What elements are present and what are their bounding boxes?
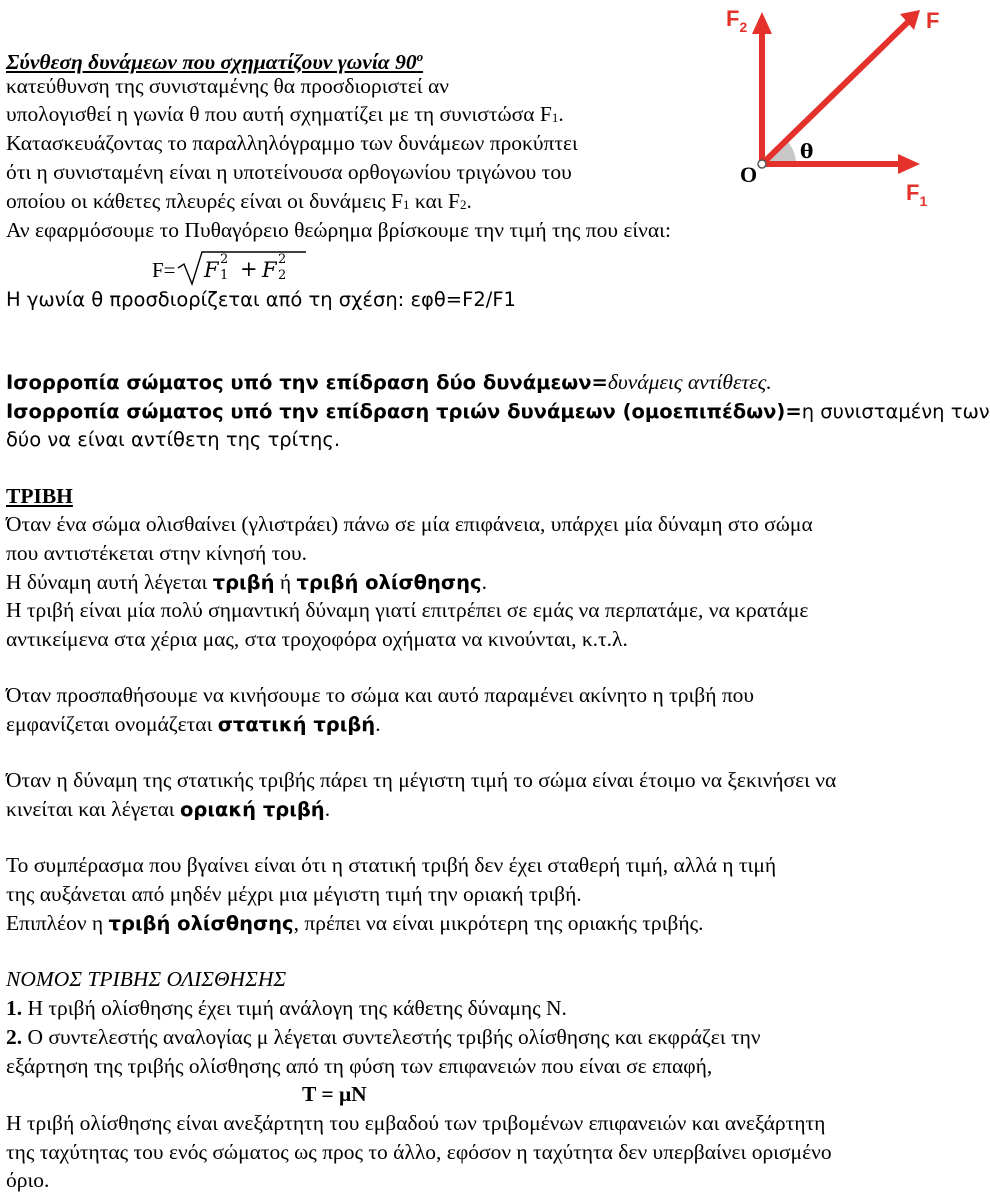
text-line: Η γωνία θ προσδιορίζεται από τη σχέση: εφθ=F2/F1 (6, 288, 516, 311)
label-f2: $F_2$ (726, 6, 748, 35)
text-line: Αν εφαρμόσουμε το Πυθαγόρειο θεώρημα βρίσκουμε την τιμή της που είναι: (6, 218, 671, 242)
text-line: Η τριβή ολίσθησης είναι ανεξάρτητη του εμβαδού των τριβομένων επιφανειών και ανεξάρτητη (6, 1111, 826, 1135)
label-f: F (926, 8, 940, 33)
text-line: Όταν η δύναμη της στατικής τριβής πάρει τη μέγιστη τιμή το σώμα είναι έτοιμο να ξεκινήσει να (6, 768, 837, 792)
label-theta: θ (800, 139, 814, 163)
f1-arrowhead-icon (898, 154, 920, 174)
label-f1: $F_1$ (906, 180, 928, 209)
equilibrium-three-forces: Ισορροπία σώματος υπό την επίδραση τριών δυνάμεων (ομοεπιπέδων)=η συνισταμένη των (6, 400, 990, 423)
text-line: όριο. (6, 1168, 50, 1192)
formula-sub: 2 (278, 268, 287, 283)
friction-heading: ΤΡΙΒΗ (6, 484, 73, 508)
text-line: δύο να είναι αντίθετη της τρίτης. (6, 428, 341, 451)
text-line: κινείται και λέγεται οριακή τριβή. (6, 797, 331, 821)
formula-term-f1: F (204, 258, 219, 282)
text-line: ότι η συνισταμένη είναι η υποτείνουσα ορθογωνίου τριγώνου του (6, 160, 572, 184)
text-line: Όταν ένα σώμα ολισθαίνει (γλιστράει) πάνω σε μία επιφάνεια, υπάρχει μία δύναμη στο σώμα (6, 512, 813, 536)
formula-sup: 2 (220, 252, 229, 267)
text-line: Κατασκευάζοντας το παραλληλόγραμμο των δυνάμεων προκύπτει (6, 131, 578, 155)
text-line: Επιπλέον η τριβή ολίσθησης, πρέπει να είναι μικρότερη της οριακής τριβής. (6, 911, 704, 935)
text-line: Το συμπέρασμα που βγαίνει είναι ότι η στατική τριβή δεν έχει σταθερή τιμή, αλλά η τιμή (6, 853, 777, 877)
text-line: Όταν προσπαθήσουμε να κινήσουμε το σώμα και αυτό παραμένει ακίνητο η τριβή που (6, 683, 755, 707)
law-item-2: 2. Ο συντελεστής αναλογίας μ λέγεται συντελεστής τριβής ολίσθησης και εκφράζει την (6, 1025, 761, 1049)
resultant-vector (762, 22, 908, 164)
law-item-1: 1. Η τριβή ολίσθησης έχει τιμή ανάλογη της κάθετης δύναμης Ν. (6, 996, 567, 1020)
text-line: Η τριβή είναι μία πολύ σημαντική δύναμη γιατί επιτρέπει σε εμάς να περπατάμε, να κρατάμε (6, 598, 809, 622)
equilibrium-two-forces: Ισορροπία σώματος υπό την επίδραση δύο δυνάμεων=δυνάμεις αντίθετες. (6, 370, 772, 394)
text-line: οποίου οι κάθετες πλευρές είναι οι δυνάμεις F1 και F2. (6, 189, 472, 213)
text-line: εμφανίζεται ονομάζεται στατική τριβή. (6, 712, 381, 736)
text-line: της αυξάνεται από μηδέν μέχρι μια μέγιστη τιμή την οριακή τριβή. (6, 882, 582, 906)
law-heading: ΝΟΜΟΣ ΤΡΙΒΗΣ ΟΛΙΣΘΗΣΗΣ (6, 967, 287, 991)
origin-point (758, 160, 766, 168)
force-vector-diagram (716, 0, 960, 215)
formula-term-f2: F (262, 258, 277, 282)
text-line: της ταχύτητας του ενός σώματος ως προς το άλλο, εφόσον η ταχύτητα δεν υπερβαίνει ορισμένο (6, 1140, 832, 1164)
text-line: κατεύθυνση της συνισταμένης θα προσδιοριστεί αν (6, 74, 449, 98)
text-line: που αντιστέκεται στην κίνησή του. (6, 541, 307, 565)
label-o: O (740, 162, 758, 187)
formula-sup: 2 (278, 252, 287, 267)
text-line: αντικείμενα στα χέρια μας, στα τροχοφόρα οχήματα να κινούνται, κ.τ.λ. (6, 627, 628, 651)
f2-arrowhead-icon (752, 12, 772, 34)
text-line: Η δύναμη αυτή λέγεται τριβή ή τριβή ολίσθησης. (6, 570, 487, 594)
friction-formula: T = μN (302, 1082, 367, 1106)
formula-plus: + (240, 257, 258, 281)
section-title: Σύνθεση δυνάμεων που σχηματίζουν γωνία $90^o$ (6, 49, 424, 75)
text-line: υπολογισθεί η γωνία θ που αυτή σχηματίζει με τη συνιστώσα F1. (6, 102, 564, 126)
formula-lhs: F= (152, 258, 176, 282)
text-line: εξάρτηση της τριβής ολίσθησης από τη φύση των επιφανειών που είναι σε επαφή, (6, 1054, 713, 1078)
formula-sub: 1 (220, 268, 229, 283)
